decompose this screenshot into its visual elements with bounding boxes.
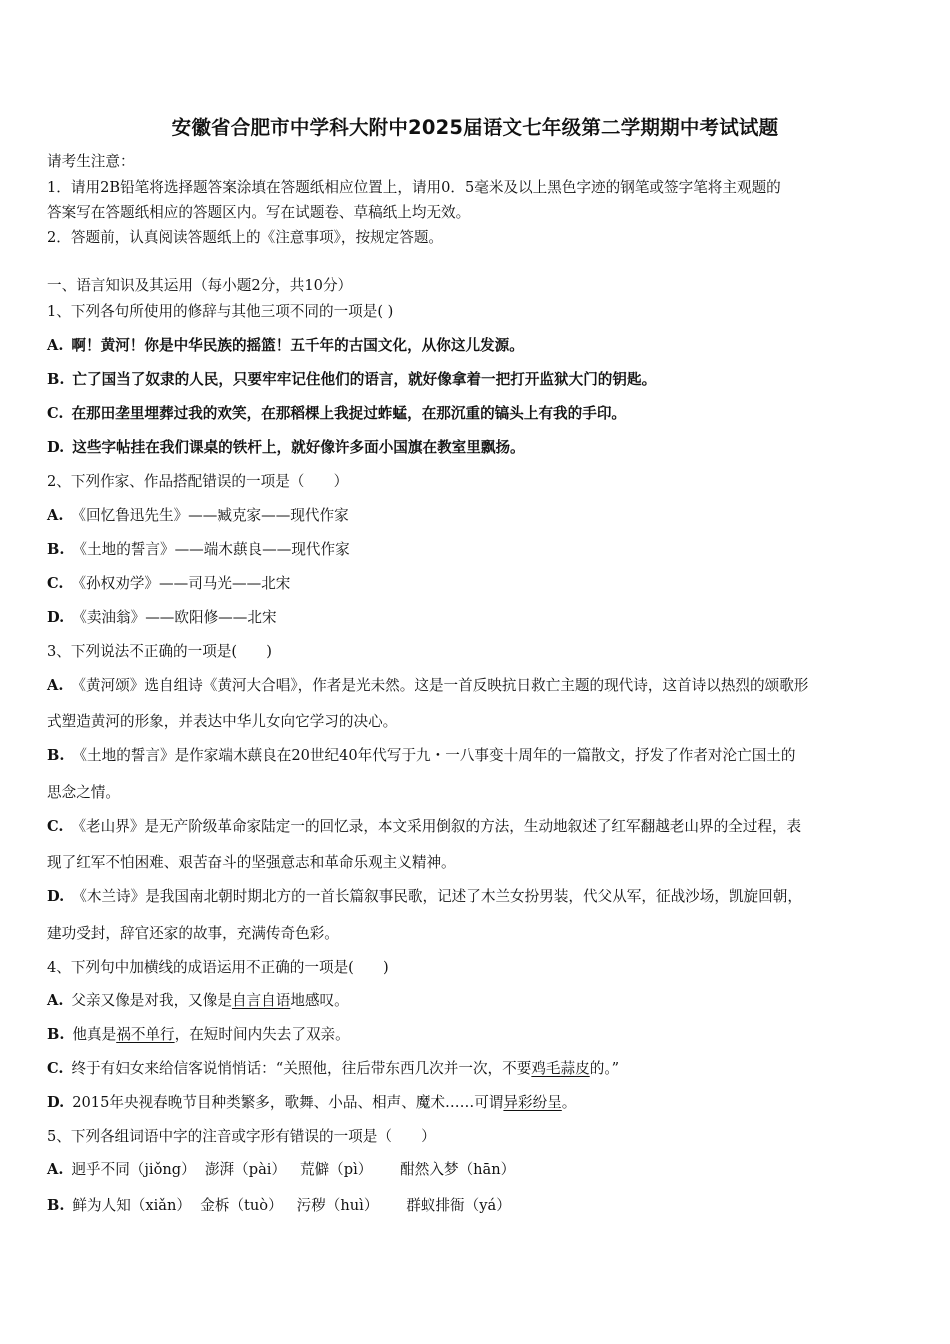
- option-text: 《卖油翁》——欧阳修——北宋: [72, 609, 277, 626]
- question-4-option-a: [47, 991, 349, 1011]
- question-3-option-a-line-1: [47, 676, 808, 696]
- option-label: A.: [47, 1161, 64, 1178]
- question-4-stem: 4、下列句中加横线的成语运用不正确的一项是( ): [47, 959, 389, 976]
- question-3-option-b-line-2: 思念之情。: [47, 784, 120, 801]
- option-label: D.: [47, 888, 65, 905]
- question-3-option-c-line-2: 现了红军不怕困难、艰苦奋斗的坚强意志和革命乐观主义精神。: [47, 854, 456, 871]
- option-text: 在那田垄里埋葬过我的欢笑，在那稻棵上我捉过蚱蜢，在那沉重的镐头上有我的手印。: [71, 405, 627, 422]
- question-1-option-b: [47, 370, 656, 390]
- option-label: B.: [47, 371, 65, 388]
- underlined-idiom: 异彩纷呈: [503, 1094, 562, 1111]
- question-4-option-b: [47, 1025, 350, 1045]
- option-text: ，在短时间内失去了双亲。: [174, 1026, 350, 1043]
- option-label: B.: [47, 541, 65, 558]
- option-text: 地感叹。: [290, 992, 349, 1009]
- question-2-option-a: [47, 506, 349, 526]
- option-label: C.: [47, 405, 64, 422]
- option-label: C.: [47, 1060, 64, 1077]
- question-3-option-d-line-1: [47, 887, 802, 907]
- question-1-option-a: [47, 336, 524, 356]
- question-2-stem: 2、下列作家、作品搭配错误的一项是（ ）: [47, 473, 349, 490]
- notice-item-1-line-2: 答案写在答题纸相应的答题区内。写在试题卷、草稿纸上均无效。: [47, 204, 471, 221]
- page-title: 安徽省合肥市中学科大附中2025届语文七年级第二学期期中考试试题: [171, 116, 779, 139]
- option-text: 迥乎不同（jiǒng） 澎湃（pài） 荒僻（pì） 酣然入梦（hān）: [71, 1161, 516, 1178]
- option-text: 《老山界》是无产阶级革命家陆定一的回忆录，本文采用倒叙的方法，生动地叙述了红军翻越老山界的全过程，表: [71, 818, 802, 835]
- option-label: D.: [47, 439, 65, 456]
- notice-item-2: 2．答题前，认真阅读答题纸上的《注意事项》，按规定答题。: [47, 229, 444, 246]
- option-text: 。: [561, 1094, 577, 1111]
- question-2-option-d: [47, 608, 277, 628]
- option-label: A.: [47, 677, 64, 694]
- underlined-idiom: 自言自语: [231, 992, 291, 1009]
- notice-heading: 请考生注意：: [47, 153, 135, 170]
- option-text: 父亲又像是对我，又像是: [71, 992, 232, 1009]
- option-text: 《回忆鲁迅先生》——臧克家——现代作家: [71, 507, 349, 524]
- option-text: 2015年央视春晚节目种类繁多，歌舞、小品、相声、魔术……可谓: [72, 1094, 504, 1111]
- underlined-idiom: 祸不单行: [116, 1026, 175, 1043]
- option-label: D.: [47, 609, 65, 626]
- option-text: 《孙权劝学》——司马光——北宋: [71, 575, 291, 592]
- section-heading: 一、语言知识及其运用（每小题2分，共10分）: [47, 277, 353, 294]
- option-text: 的。”: [589, 1060, 620, 1077]
- question-3-option-a-line-2: 式塑造黄河的形象，并表达中华儿女向它学习的决心。: [47, 713, 398, 730]
- question-5-option-b: [47, 1196, 511, 1216]
- question-4-option-d: [47, 1093, 576, 1113]
- question-4-option-c: [47, 1059, 619, 1079]
- option-label: B.: [47, 747, 65, 764]
- option-text: 《土地的誓言》——端木蕻良——现代作家: [72, 541, 350, 558]
- question-5-stem: 5、下列各组词语中字的注音或字形有错误的一项是（ ）: [47, 1128, 436, 1145]
- question-5-option-a: [47, 1160, 515, 1180]
- option-text: 这些字帖挂在我们课桌的铁杆上，就好像许多面小国旗在教室里飘扬。: [72, 439, 525, 456]
- option-label: B.: [47, 1197, 65, 1214]
- option-text: 《黄河颂》选自组诗《黄河大合唱》，作者是光未然。这是一首反映抗日救亡主题的现代诗，这首诗以热烈的颂歌形: [71, 677, 809, 694]
- option-text: 终于有妇女来给信客说悄悄话：“关照他，往后带东西几次并一次，不要: [71, 1060, 532, 1077]
- option-text: 《木兰诗》是我国南北朝时期北方的一首长篇叙事民歌，记述了木兰女扮男装，代父从军，征战沙场，凯旋回朝，: [72, 888, 802, 905]
- option-text: 啊！黄河！你是中华民族的摇篮！五千年的古国文化，从你这儿发源。: [71, 337, 524, 354]
- option-label: C.: [47, 818, 64, 835]
- question-3-option-b-line-1: [47, 746, 795, 766]
- question-1-stem: 1、下列各句所使用的修辞与其他三项不同的一项是( ): [47, 303, 394, 320]
- question-2-option-c: [47, 574, 290, 594]
- option-label: A.: [47, 507, 64, 524]
- notice-item-1-line-1: 1．请用2B铅笔将选择题答案涂填在答题纸相应位置上，请用0．5毫米及以上黑色字迹的钢笔或签字笔将主观题的: [47, 179, 781, 196]
- option-text: 鲜为人知（xiǎn） 金柝（tuò） 污秽（huì） 群蚁排衙（yá）: [72, 1197, 511, 1214]
- question-3-option-d-line-2: 建功受封，辞官还家的故事，充满传奇色彩。: [47, 925, 339, 942]
- question-2-option-b: [47, 540, 350, 560]
- question-3-stem: 3、下列说法不正确的一项是( ): [47, 643, 272, 660]
- underlined-idiom: 鸡毛蒜皮: [531, 1060, 590, 1077]
- option-label: A.: [47, 992, 64, 1009]
- option-label: A.: [47, 337, 64, 354]
- option-text: 亡了国当了奴隶的人民，只要牢牢记住他们的语言，就好像拿着一把打开监狱大门的钥匙。: [72, 371, 657, 388]
- question-1-option-d: [47, 438, 525, 458]
- option-label: B.: [47, 1026, 65, 1043]
- option-text: 他真是: [72, 1026, 117, 1043]
- question-1-option-c: [47, 404, 626, 424]
- question-3-option-c-line-1: [47, 817, 801, 837]
- option-label: C.: [47, 575, 64, 592]
- option-label: D.: [47, 1094, 65, 1111]
- option-text: 《土地的誓言》是作家端木蕻良在20世纪40年代写于九・一八事变十周年的一篇散文，抒发了作者对沦亡国土的: [72, 747, 796, 764]
